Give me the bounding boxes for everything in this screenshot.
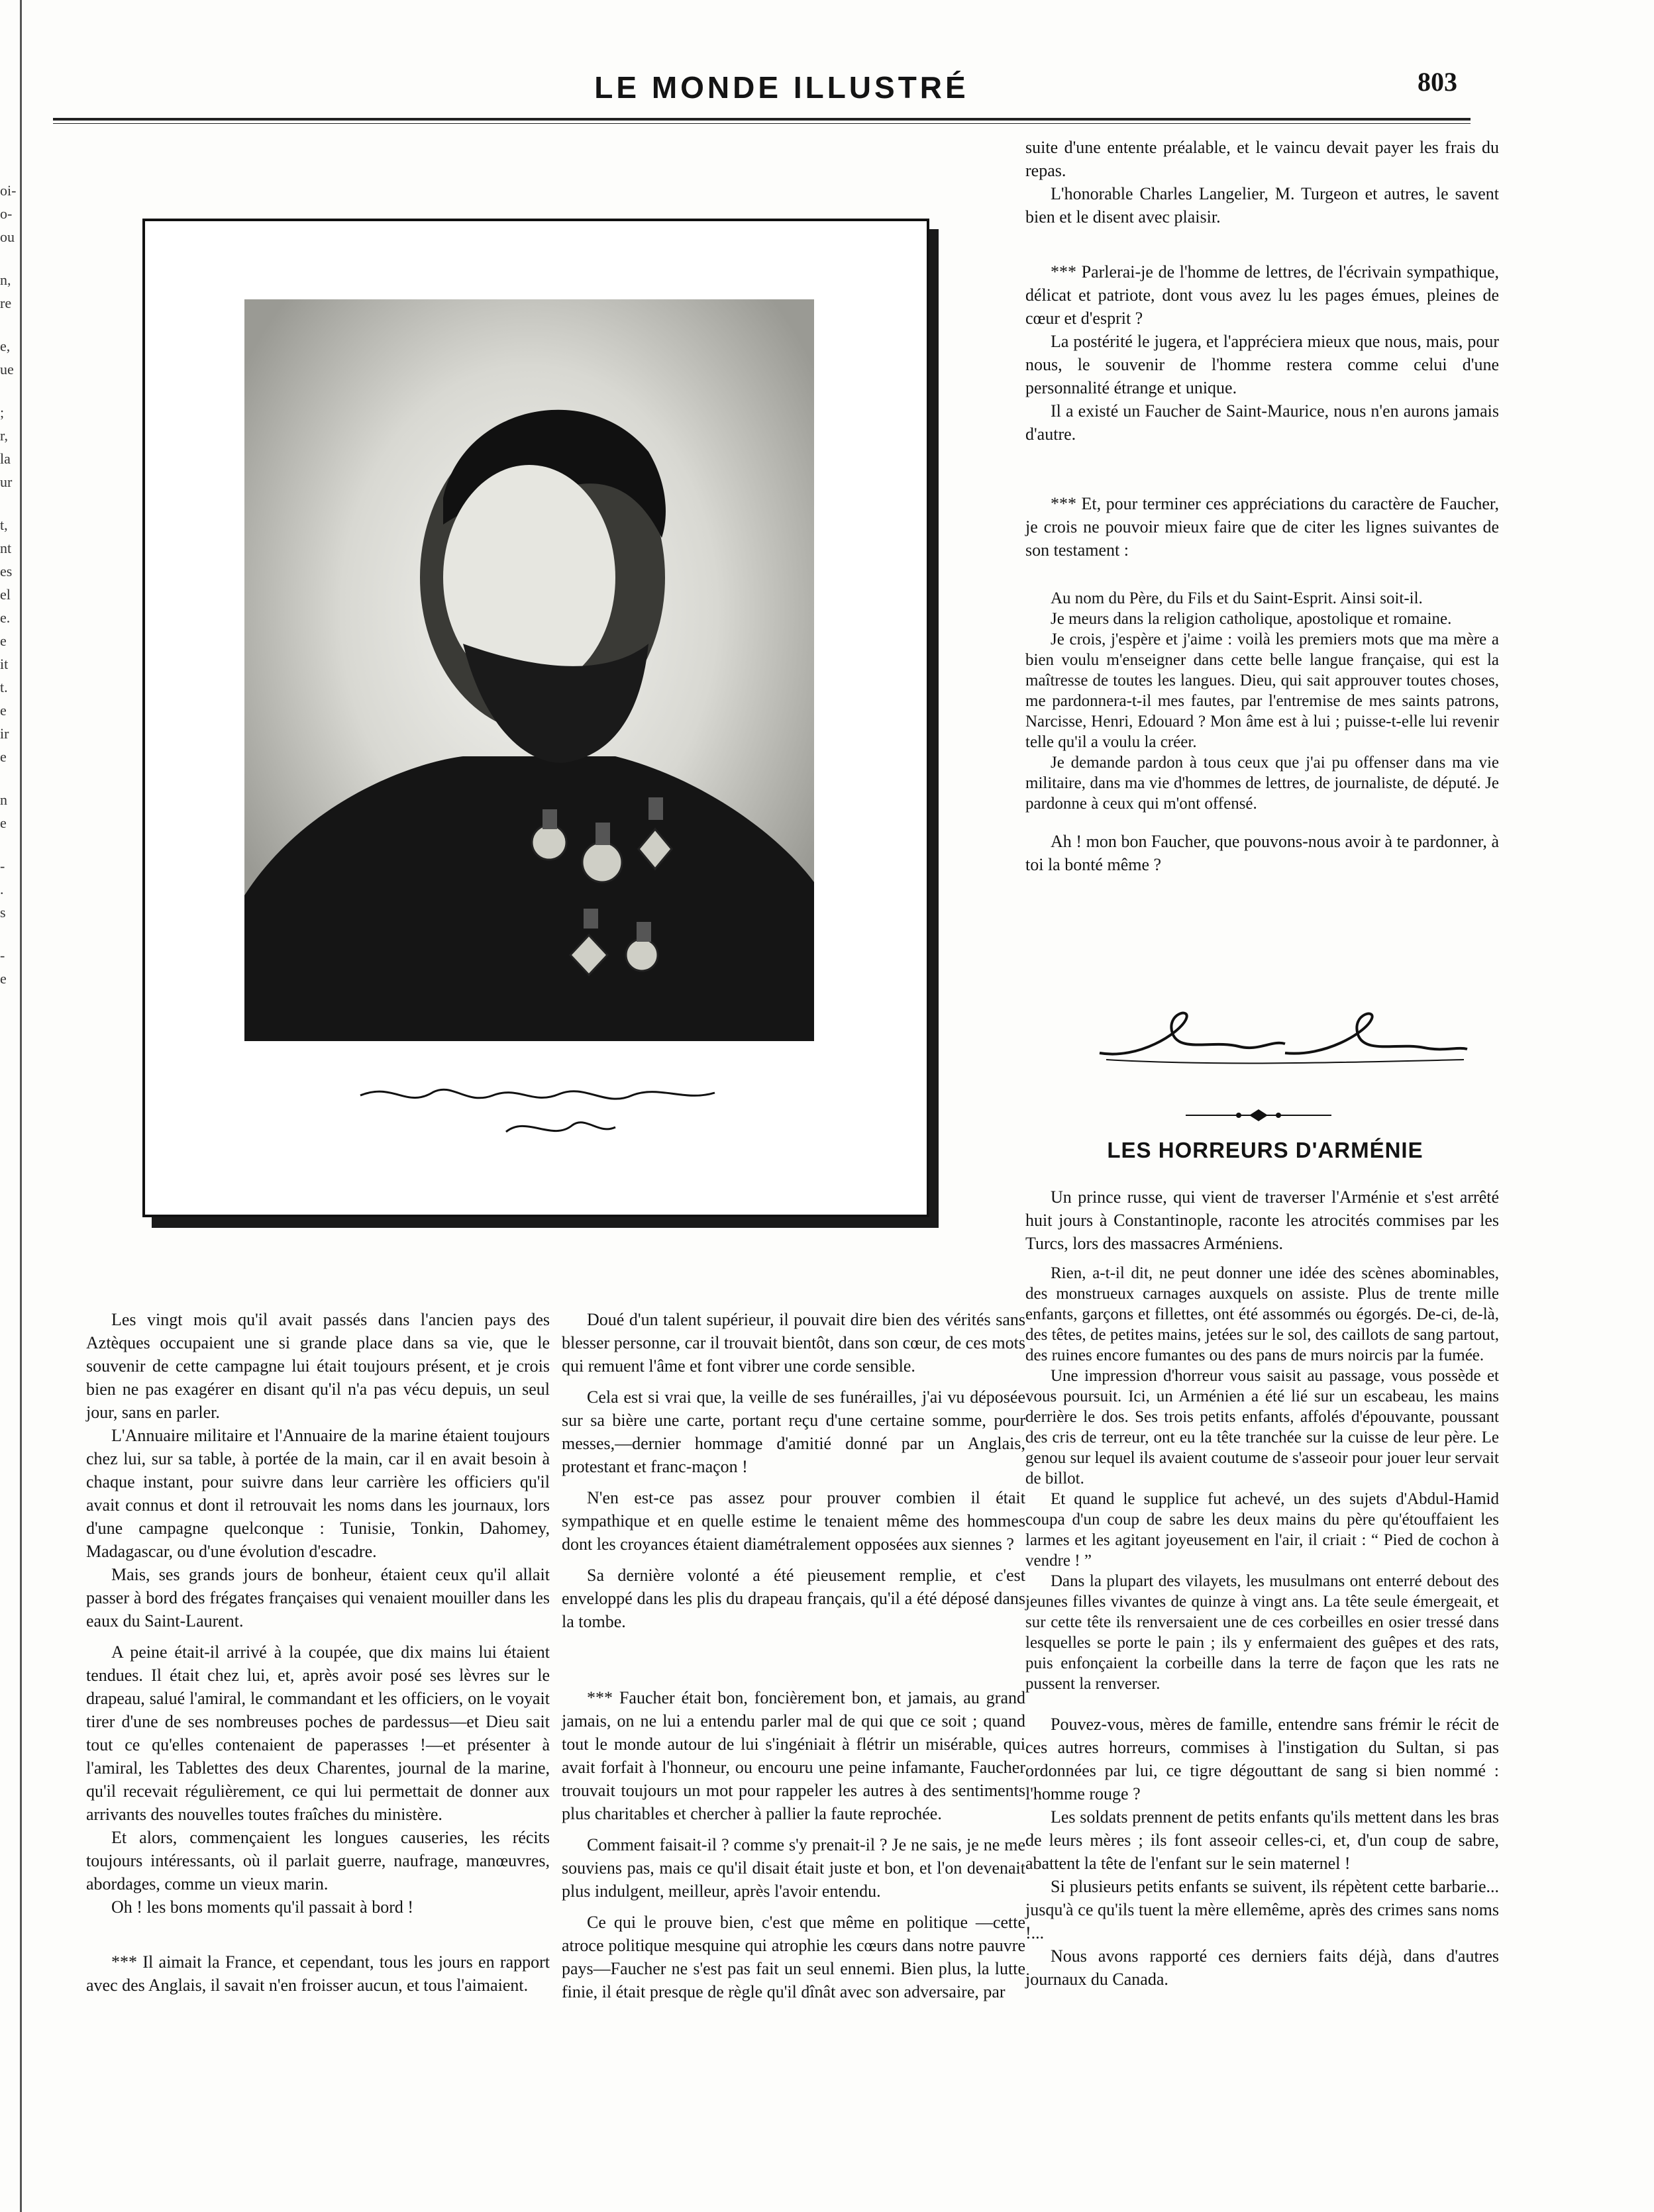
paragraph: A peine était-il arrivé à la coupée, que dix mains lui étaient tendues. Il était chez lui, et, après avoir posé ses lèvres sur le drapeau, salué l'amiral, le commandant et les officiers, on le voyait tirer d'une de ses nombreuses poches de pardessus—et Dieu sait tout ce qu'elles contenaient de paperasses !—et présenter à l'amiral, les Tablettes des deux Charentes, journal de la marine, qu'il recevait régulièrement, ce qui lui permettait de donner aux arrivants des nouvelles toutes fraîches du ministère.: [86, 1642, 550, 1824]
paragraph: N'en est-ce pas assez pour prouver combien il était sympathique et en quelle estime le tenaient même des hommes dont les croyances étaient diamétralement opposées aux siennes ?: [562, 1488, 1025, 1554]
margin-fragment: n: [0, 791, 7, 808]
paragraph: Cela est si vrai que, la veille de ses funérailles, j'ai vu déposée sur sa bière une carte, portant reçu d'une certaine somme, pour messes,—dernier hommage d'amitié donné par un Anglais, protestant et franc-maçon !: [562, 1387, 1025, 1476]
paragraph: Sa dernière volonté a été pieusement remplie, et c'est enveloppé dans les plis du drapeau français, qu'il a été déposé dans la tombe.: [562, 1566, 1025, 1631]
paragraph: *** Et, pour terminer ces appréciations du caractère de Faucher, je crois ne pouvoir mieux faire que de citer les lignes suivantes de son testament :: [1025, 494, 1499, 560]
margin-fragment: r,: [0, 427, 8, 444]
margin-fragment: nt: [0, 540, 12, 556]
margin-fragment: ue: [0, 361, 14, 377]
closing-paragraph: Ah ! mon bon Faucher, que pouvons-nous avoir à te pardonner, à toi la bonté même ?: [1025, 832, 1499, 874]
paragraph: Si plusieurs petits enfants se suivent, ils répètent cette barbarie... jusqu'à ce qu'ils tuent la mère ellemême, après des crimes sans noms !...: [1025, 1877, 1499, 1942]
paragraph: Pouvez-vous, mères de famille, entendre sans frémir le récit de ces autres horreurs, commises à l'instigation du Sultan, si pas ordonnées par lui, ce tigre dégouttant de sang si bien nommé : l'homme rouge ?: [1025, 1715, 1499, 1803]
paragraph: Une impression d'horreur vous saisit au passage, vous possède et vous poursuit. Ici, un Arménien a été lié sur un escabeau, les mains derrière le dos. Ses trois petits enfants, affolés d'épouvante, poussant des cris de terreur, ont eu la tête tranchée sur la cuisse de leur père. Le genou sur lequel ils avaient coutume de s'asseoir pour jouer leur servait de billot.: [1025, 1367, 1499, 1487]
paragraph: Et quand le supplice fut achevé, un des sujets d'Abdul-Hamid coupa d'un coup de sabre les deux mains du père qu'étouffaient les larmes et les agitant joyeusement en l'air, il criait : “ Pied de cochon à vendre ! ”: [1025, 1490, 1499, 1570]
margin-fragment: e,: [0, 338, 11, 354]
header-rule-thin: [53, 123, 1471, 124]
paragraph: Dans la plupart des vilayets, les musulmans ont enterré debout des jeunes filles vivantes de quinze à vingt ans. La tête seule émergeait, et sur cette tête ils renversaient une de ces corbeilles en osier tressé dans lesquelles se porte le pain ; ils y enfermaient des guêpes et des rats, puis enfonçaient la corbeille dans la terre de façon que les rats ne pussent la renverser.: [1025, 1572, 1499, 1693]
header-rule: [53, 118, 1471, 121]
article-title: LES HORREURS D'ARMÉNIE: [1107, 1138, 1423, 1162]
column-3-armenia: [1025, 1185, 1499, 1991]
paragraph: *** Parlerai-je de l'homme de lettres, de l'écrivain sympathique, délicat et patriote, dont vous avez lu les pages émues, pleines de cœur et d'esprit ?: [1025, 262, 1499, 328]
page-gutter-line: [20, 0, 22, 2212]
margin-fragment: -: [0, 947, 5, 964]
margin-fragment: t,: [0, 517, 8, 533]
margin-fragment: la: [0, 450, 11, 467]
paragraph: Oh ! les bons moments qu'il passait à bord !: [111, 1897, 414, 1917]
portrait-photo: [244, 299, 814, 1041]
paragraph: La postérité le jugera, et l'appréciera mieux que nous, mais, pour nous, le souvenir de l'homme restera comme celui d'une personnalité étrange et unique.: [1025, 332, 1499, 397]
paragraph: L'Annuaire militaire et l'Annuaire de la marine étaient toujours chez lui, sur sa table, à portée de la main, car il en avait besoin à chaque instant, pour suivre dans leur carrière les officiers qu'il avait connus et dont il retrouvait les noms dans les journaux, lors d'une campagne quelconque : Tunisie, Tonkin, Dahomey, Madagascar, ou d'une évolution d'escadre.: [86, 1426, 550, 1561]
page-number: 803: [1418, 67, 1457, 97]
margin-fragment: e: [0, 970, 7, 987]
left-margin-fragments: [0, 179, 19, 990]
paragraph: Doué d'un talent supérieur, il pouvait dire bien des vérités sans blesser personne, car il trouvait bientôt, dans son cœur, de ces mots qui remuent l'âme et font vibrer une corde sensible.: [562, 1310, 1025, 1376]
paragraph: *** Il aimait la France, et cependant, tous les jours en rapport avec des Anglais, il savait n'en froisser aucun, et tous l'aimaient.: [86, 1952, 550, 1995]
quote-paragraph: Je demande pardon à tous ceux que j'ai pu offenser dans ma vie militaire, dans ma vie d'hommes de lettres, de journaliste, de député. Je pardonne à ceux qui m'ont offensé.: [1025, 754, 1499, 813]
paragraph: Nous avons rapporté ces derniers faits déjà, dans d'autres journaux du Canada.: [1025, 1946, 1499, 1989]
margin-fragment: e: [0, 632, 7, 649]
margin-fragment: it: [0, 656, 9, 672]
paragraph: Les vingt mois qu'il avait passés dans l'ancien pays des Aztèques occupaient une si grande place dans sa vie, que le souvenir de cette campagne lui était toujours présent, et je crois bien ne pas exagérer en disant qu'il n'a pas vécu depuis, un seul jour, sans en parler.: [86, 1310, 550, 1422]
paragraph: Il a existé un Faucher de Saint-Maurice, nous n'en aurons jamais d'autre.: [1025, 401, 1499, 444]
column-1: [86, 1308, 550, 1997]
margin-fragment: ou: [0, 228, 15, 245]
portrait-frame: [142, 219, 929, 1217]
paragraph: suite d'une entente préalable, et le vaincu devait payer les frais du repas.: [1025, 138, 1499, 180]
quote-paragraph: Je crois, j'espère et j'aime : voilà les premiers mots que ma mère a bien voulu m'enseigner dans cette belle langue française, qui est la maîtresse de toutes les langues. Dieu, qui sait approuver toutes choses, me pardonnera-t-il mes fautes, par l'entremise de mes saints patrons, Narcisse, Henri, Edouard ? Mon âme est à lui ; puisse-t-elle lui revenir telle qu'il a voulu la créer.: [1025, 630, 1499, 751]
column-3-top: [1025, 136, 1499, 876]
paragraph: Mais, ses grands jours de bonheur, étaient ceux qu'il allait passer à bord des frégates françaises qui venaient mouiller dans les eaux du Saint-Laurent.: [86, 1565, 550, 1631]
paragraph: Les soldats prennent de petits enfants qu'ils mettent dans les bras de leurs mères ; ils font asseoir celles-ci, et, d'un coup de sabre, abattent la tête de l'enfant sur le sein maternel !: [1025, 1807, 1499, 1873]
margin-fragment: .: [0, 881, 4, 897]
margin-fragment: o-: [0, 205, 13, 222]
margin-fragment: oi-: [0, 182, 17, 199]
section-ornament: [1186, 1107, 1331, 1123]
paragraph: Et alors, commençaient les longues causeries, les récits toujours intéressants, où il parlait guerre, naufrage, manœuvres, abordages, comme un vieux marin.: [86, 1828, 550, 1893]
paragraph: L'honorable Charles Langelier, M. Turgeon et autres, le savent bien et le disent avec plaisir.: [1025, 184, 1499, 226]
margin-fragment: ur: [0, 474, 13, 490]
paragraph: Comment faisait-il ? comme s'y prenait-il ? Je ne sais, je ne me souviens pas, mais ce qu'il disait était juste et bon, et l'on devenait plus indulgent, meilleur, après l'avoir entendu.: [562, 1835, 1025, 1901]
testament-quote: [1025, 588, 1499, 814]
margin-fragment: t.: [0, 679, 8, 695]
paragraph: Rien, a-t-il dit, ne peut donner une idée des scènes abominables, des monstrueux carnages auxquels on assiste. Plus de trente mille enfants, garçons et fillettes, ont été assommés ou égorgés. De-ci, de-là, des têtes, de petites mains, jetées sur le sol, des caillots de sang partout, des ruines encore fumantes ou des pans de murs noircis par la fumée.: [1025, 1264, 1499, 1364]
margin-fragment: e.: [0, 609, 11, 626]
margin-fragment: es: [0, 563, 13, 579]
paragraph: *** Faucher était bon, foncièrement bon, et jamais, au grand jamais, on ne lui a entendu parler mal de qui que ce soit ; quand tout le monde autour de lui s'ingéniait à flétrir un misérable, qui avait forfait à l'honneur, ou encouru une peine infamante, Faucher trouvait toujours un mot pour rappeler les autres à des sentiments plus charitables et chercher à pallier la faute reprochée.: [562, 1688, 1025, 1823]
margin-fragment: e: [0, 748, 7, 765]
margin-fragment: el: [0, 586, 11, 603]
margin-fragment: n,: [0, 272, 11, 288]
paragraph: Un prince russe, qui vient de traverser l'Arménie et s'est arrêté huit jours à Constantinople, raconte les atrocités commises par les Turcs, lors des massacres Arméniens.: [1025, 1187, 1499, 1253]
margin-fragment: s: [0, 904, 6, 921]
margin-fragment: re: [0, 295, 12, 311]
margin-fragment: e: [0, 815, 7, 831]
margin-fragment: ;: [0, 404, 5, 421]
masthead-title: LE MONDE ILLUSTRÉ: [594, 70, 969, 105]
column-2: [562, 1308, 1025, 2003]
margin-fragment: ir: [0, 725, 9, 742]
quote-paragraph: Je meurs dans la religion catholique, apostolique et romaine.: [1051, 610, 1452, 628]
margin-fragment: e: [0, 702, 7, 719]
quote-paragraph: Au nom du Père, du Fils et du Saint-Esprit. Ainsi soit-il.: [1051, 589, 1423, 607]
margin-fragment: -: [0, 858, 5, 874]
paragraph: Ce qui le prouve bien, c'est que même en politique —cette atroce politique mesquine qui atrophie les cœurs dans notre pauvre pays—Faucher ne s'est pas fait un seul ennemi. Bien plus, la lutte finie, il était presque de règle qu'il dînât avec son adversaire, par: [562, 1913, 1025, 2001]
